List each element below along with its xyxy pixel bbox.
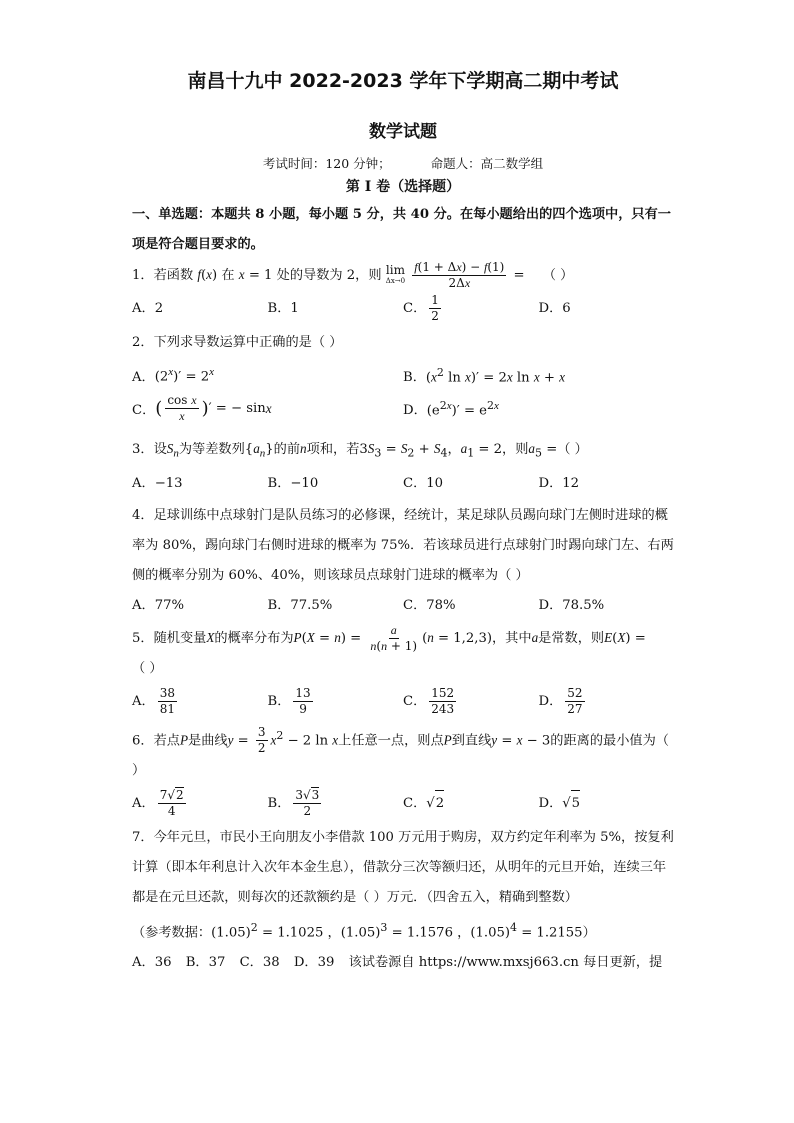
question-5-options: [132, 686, 674, 717]
option-c[interactable]: C．78%: [403, 598, 456, 614]
question-4-options: [132, 593, 674, 619]
option-b[interactable]: B．37: [185, 954, 226, 970]
option-a[interactable]: A．2: [132, 300, 164, 316]
question-7: 7．今年元旦，市民小王向朋友小李借款 100 万元用于购房，双方约定年利率为 5%，按复利计算（即本年利息计入次年本金生息），借款分三次等额归还，从明年的元旦开始，连续三年都是在元旦还款，则每次的还款额约是（ ）万元．（四舍五入，精确到整数）: [132, 830, 674, 906]
option-a[interactable]: A． $\frac{38}{81}$: [132, 686, 175, 717]
page-subtitle: 数学试题: [369, 122, 437, 142]
option-b[interactable]: B．1: [267, 300, 299, 316]
question-7-reference: （参考数据：$(1.05)^2 = 1.1025$ ，$(1.05)^3 = 1.1576$ ，$(1.05)^4 = 1.2155$）: [132, 921, 596, 941]
question-3: 3．设$S_n$为等差数列$\{a_n\}$的前n项和，若$3S_3 = S_2 + S_4$，$a_1 = 2$，则$a_5$ =（ ）: [132, 441, 588, 461]
option-a[interactable]: A．77%: [132, 598, 185, 614]
source-footer: 该试卷源自 https://www.mxsj663.cn 每日更新，提: [348, 954, 663, 970]
option-b[interactable]: B． $\frac{13}{9}$: [267, 686, 311, 717]
question-7-options: [132, 949, 674, 977]
option-c[interactable]: C． √ 2: [403, 790, 539, 817]
option-d[interactable]: D．6: [538, 300, 571, 316]
option-b[interactable]: B． $\frac{3√3}{2}$: [267, 788, 320, 819]
exam-author: 命题人：高二数学组: [430, 156, 544, 171]
question-3-options: [132, 471, 674, 497]
option-a[interactable]: A． $\frac{7√2}{4}$: [132, 788, 184, 819]
option-d[interactable]: D．12: [538, 476, 580, 492]
option-c[interactable]: C．10: [403, 476, 444, 492]
option-b[interactable]: B．−10: [267, 476, 319, 492]
option-b[interactable]: B． ($x^2$ ln x)′ = 2x ln x + x: [403, 366, 565, 386]
option-a[interactable]: A． $(2^x)' = 2^x$: [132, 366, 215, 386]
option-d[interactable]: D． $\frac{52}{27}$: [538, 686, 583, 717]
page-title: 南昌十九中 2022-2023 学年下学期高二期中考试: [187, 70, 619, 92]
exam-time: 考试时间：120 分钟；: [262, 156, 391, 171]
volume-heading: 第 I 卷（选择题）: [345, 179, 461, 195]
option-d[interactable]: D．78.5%: [538, 598, 605, 614]
option-d[interactable]: D．39: [293, 954, 335, 970]
question-2-options-row2: [132, 393, 674, 424]
question-5: 5．随机变量X的概率分布为P(X = n) = $\frac{a}{n(n + 1)}$ (n = 1,2,3)，其中a是常数，则E(X) = （ ）: [132, 623, 646, 677]
option-c[interactable]: C． ( $\frac{\text{cos x}}{x}$ ) ′ = − sin x: [132, 393, 272, 424]
question-2-options-row1: [132, 366, 674, 385]
option-c[interactable]: C． $\frac{1}{2}$: [403, 293, 439, 323]
question-2: 2．下列求导数运算中正确的是（ ）: [132, 335, 343, 350]
question-4: 4．足球训练中点球射门是队员练习的必修课，经统计，某足球队员踢向球门左侧时进球的概率为 80%，踢向球门右侧时进球的概率为 75%．若该球员进行点球射门时踢向球门左、右两侧的概率分别为 60%、40%，则该球员点球射门进球的概率为（ ）: [132, 508, 674, 584]
math-fx: f: [197, 267, 202, 282]
question-6: 6．若点P是曲线y = $\frac{3}{2}$ $x^2 - 2$ ln x上任意一点，则点P到直线y = x − 3的距离的最小值为（ ）: [132, 725, 669, 779]
option-a[interactable]: A．−13: [132, 476, 183, 492]
limit-expression: lim Δx→0 $\frac{f(1 + \Delta x) - f(1)}{2\Delta x}$ =: [385, 260, 529, 290]
exam-info: [132, 154, 674, 172]
question-6-options: [132, 788, 674, 819]
section-heading: 一、单选题：本题共 8 小题，每小题 5 分，共 40 分。在每小题给出的四个选项中，只有一项是符合题目要求的。: [132, 207, 671, 252]
option-c[interactable]: C．38: [239, 954, 280, 970]
option-d[interactable]: D． $(e^{2x})' = e^{2x}$: [403, 399, 499, 419]
option-d[interactable]: D． √ 5: [539, 790, 675, 817]
option-a[interactable]: A．36: [132, 954, 172, 970]
option-c[interactable]: C． $\frac{152}{243}$: [403, 686, 455, 717]
question-1: 1．若函数 f(x) 在 x = 1 处的导数为 2，则 lim Δx→0 $\frac{f(1 + \Delta x) - f(1)}{2\Delta x}$ = （ ）: [132, 260, 574, 290]
question-1-options: [132, 293, 674, 324]
option-b[interactable]: B．77.5%: [267, 598, 333, 614]
